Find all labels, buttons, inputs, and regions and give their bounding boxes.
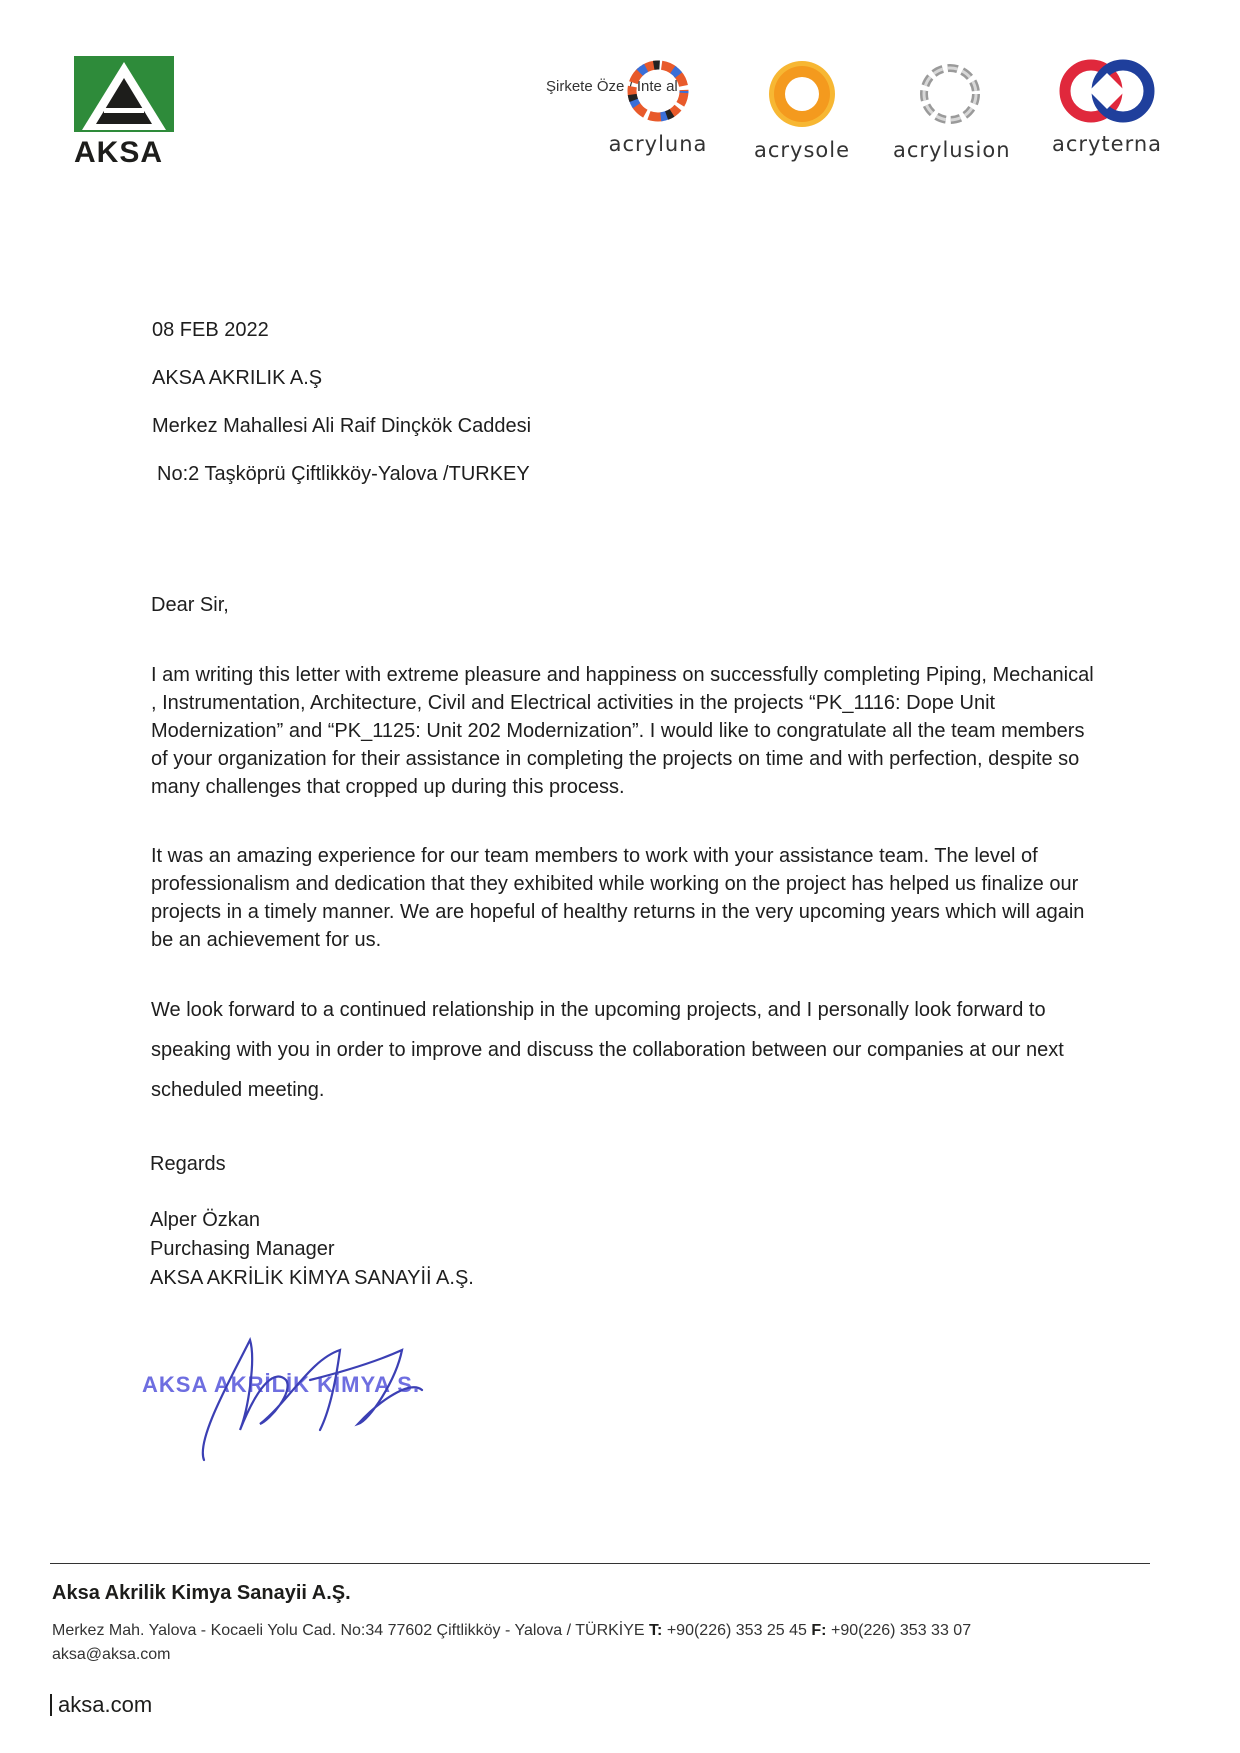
signer-title: Purchasing Manager bbox=[150, 1238, 335, 1260]
footer-address-line bbox=[52, 1622, 971, 1640]
paragraph-2: It was an amazing experience for our team members to work with your assistance team. The level of professionalism and dedication that they exhibited while working on the project has helped us finalize our projects in a timely manner. We are hopeful of healthy returns in the very upcoming years which will again be an achievement for us. bbox=[151, 845, 1085, 951]
footer-website-bar bbox=[50, 1694, 52, 1716]
acryterna-label: acryterna bbox=[1051, 132, 1163, 156]
acryluna-ring-icon bbox=[623, 56, 693, 126]
aksa-logo-text: AKSA bbox=[74, 136, 164, 169]
footer-company: Aksa Akrilik Kimya Sanayii A.Ş. bbox=[52, 1582, 351, 1604]
classification-text-left: Şirkete Öze bbox=[546, 78, 625, 95]
acrylusion-chain-icon bbox=[912, 56, 988, 132]
brand-acryluna bbox=[608, 56, 708, 156]
footer-divider bbox=[50, 1563, 1150, 1564]
brand-acryterna bbox=[1048, 56, 1166, 156]
signer-name: Alper Özkan bbox=[150, 1209, 261, 1231]
closing: Regards bbox=[150, 1153, 226, 1175]
acryterna-infinity-icon bbox=[1055, 56, 1159, 126]
signer-company: AKSA AKRİLİK KİMYA SANAYİİ A.Ş. bbox=[150, 1267, 474, 1289]
acrylusion-label: acrylusion bbox=[893, 138, 1011, 162]
acryluna-label: acryluna bbox=[608, 132, 708, 156]
footer-address: Merkez Mah. Yalova - Kocaeli Yolu Cad. No:34 77602 Çiftlikköy - Yalova / TÜRKİYE bbox=[52, 1622, 645, 1639]
salutation: Dear Sir, bbox=[151, 594, 229, 616]
company-stamp: AKSA AKRİLİK KİMYA S. bbox=[142, 1372, 421, 1397]
recipient-name: AKSA AKRILIK A.Ş bbox=[152, 367, 323, 389]
recipient-street: Merkez Mahallesi Ali Raif Dinçkök Caddesi bbox=[152, 415, 532, 437]
paragraph-3: We look forward to a continued relationship in the upcoming projects, and I personally look forward to speaking with you in order to improve and discuss the collaboration between our companies at our next scheduled meeting. bbox=[151, 999, 1064, 1101]
brand-acrysole bbox=[752, 56, 852, 162]
footer-website-text[interactable]: aksa.com bbox=[58, 1692, 153, 1717]
aksa-logo bbox=[74, 56, 178, 169]
handwritten-signature bbox=[190, 1320, 430, 1470]
footer-website[interactable] bbox=[50, 1692, 152, 1718]
footer-phone: +90(226) 353 25 45 bbox=[666, 1622, 807, 1639]
brand-acrylusion bbox=[893, 56, 1011, 162]
footer-fax: +90(226) 353 33 07 bbox=[830, 1622, 972, 1639]
aksa-logo-mark bbox=[74, 56, 174, 132]
paragraph-1: I am writing this letter with extreme pleasure and happiness on successfully completing Piping, Mechanical , Instrumentation, Architecture, Civil and Electrical activities in the projects “PK_1116: Dope Unit Modernization” and “PK_1125: Unit 202 Modernization”. I would like to congratulate all the team members of your organization for their assistance in completing the projects on time and with perfection, despite so many challenges that cropped up during this process. bbox=[151, 664, 1094, 798]
footer-email[interactable]: aksa@aksa.com bbox=[52, 1646, 171, 1663]
footer-fax-label: F: bbox=[811, 1622, 827, 1639]
letter-date: 08 FEB 2022 bbox=[152, 319, 269, 341]
acrysole-label: acrysole bbox=[753, 138, 851, 162]
footer-phone-label: T: bbox=[649, 1622, 663, 1639]
classification-text-right: al bbox=[666, 78, 678, 95]
recipient-city: No:2 Taşköprü Çiftlikköy-Yalova /TURKEY bbox=[157, 463, 530, 485]
acrysole-sun-icon bbox=[764, 56, 840, 132]
classification-text-mid: / Inte bbox=[628, 78, 662, 95]
